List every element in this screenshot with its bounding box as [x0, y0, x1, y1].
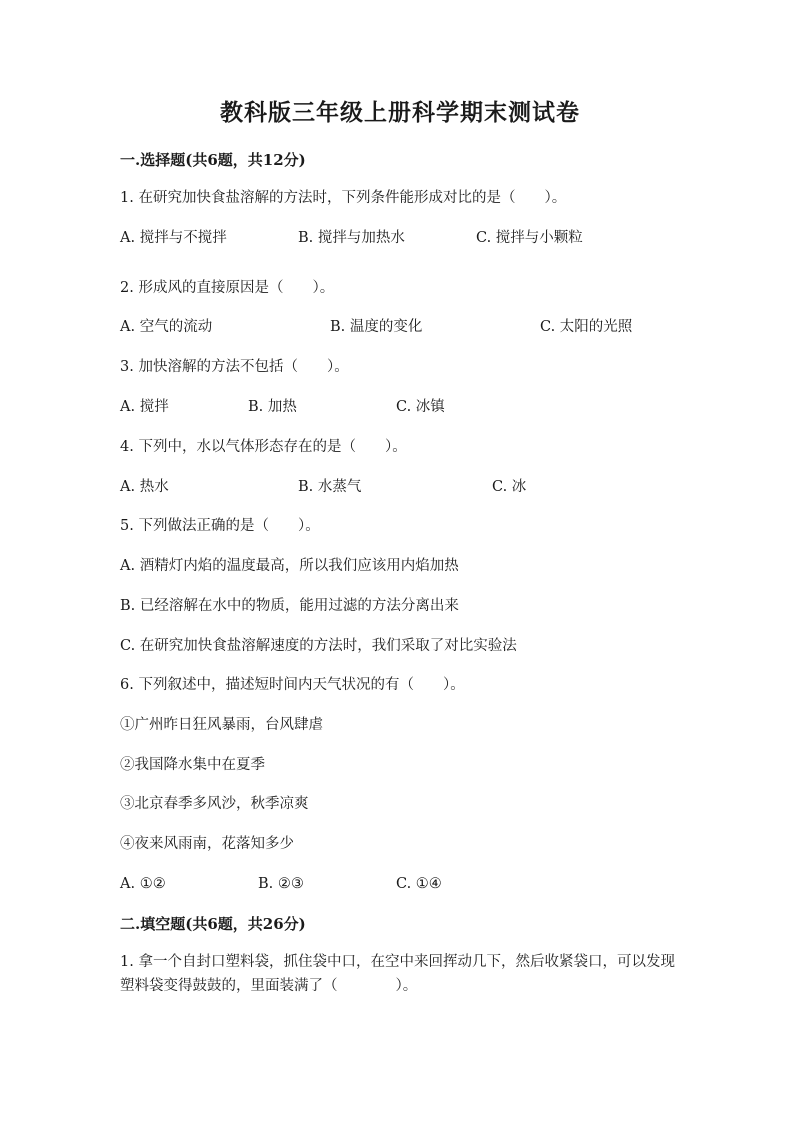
- option-b: B. 加热: [248, 399, 297, 415]
- statement-item: ③北京春季多风沙，秋季凉爽: [120, 796, 309, 812]
- question-4: 4. 下列中，水以气体形态存在的是（ ）。: [120, 439, 407, 455]
- section-heading-fill-in: 二.填空题(共6题，共26分): [120, 915, 306, 933]
- option-a: A. 搅拌: [120, 399, 169, 415]
- statement-item: ④夜来风雨南，花落知多少: [120, 836, 294, 852]
- option-a: A. 热水: [120, 479, 169, 495]
- question-6: 6. 下列叙述中，描述短时间内天气状况的有（ ）。: [120, 677, 465, 693]
- question-3: 3. 加快溶解的方法不包括（ ）。: [120, 359, 349, 375]
- option-b: B. ②③: [258, 876, 304, 892]
- option-a: A. ①②: [120, 876, 166, 892]
- option-c: C. 冰: [492, 479, 527, 495]
- option-a: A. 酒精灯内焰的温度最高，所以我们应该用内焰加热: [120, 558, 459, 574]
- option-c: C. 冰镇: [396, 399, 445, 415]
- question-2: 2. 形成风的直接原因是（ ）。: [120, 280, 335, 296]
- page-title: 教科版三年级上册科学期末测试卷: [220, 99, 580, 126]
- section-heading-choice: 一.选择题(共6题，共12分): [120, 151, 306, 169]
- statement-item: ①广州昨日狂风暴雨，台风肆虐: [120, 717, 323, 733]
- option-c: C. ①④: [396, 876, 442, 892]
- option-c: C. 在研究加快食盐溶解速度的方法时，我们采取了对比实验法: [120, 638, 517, 654]
- question-1: 1. 在研究加快食盐溶解的方法时，下列条件能形成对比的是（ ）。: [120, 190, 567, 206]
- fill-in-question-1: 1. 拿一个自封口塑料袋，抓住袋中口，在空中来回挥动几下，然后收紧袋口，可以发现塑料袋变得鼓鼓的，里面装满了（ ）。: [120, 954, 675, 994]
- option-b: B. 已经溶解在水中的物质，能用过滤的方法分离出来: [120, 598, 459, 614]
- option-a: A. 空气的流动: [120, 319, 213, 335]
- option-a: A. 搅拌与不搅拌: [120, 230, 227, 246]
- option-c: C. 太阳的光照: [540, 319, 633, 335]
- option-c: C. 搅拌与小颗粒: [476, 230, 583, 246]
- option-b: B. 温度的变化: [330, 319, 423, 335]
- option-b: B. 搅拌与加热水: [298, 230, 405, 246]
- question-5: 5. 下列做法正确的是（ ）。: [120, 518, 320, 534]
- statement-item: ②我国降水集中在夏季: [120, 757, 265, 773]
- option-b: B. 水蒸气: [298, 479, 362, 495]
